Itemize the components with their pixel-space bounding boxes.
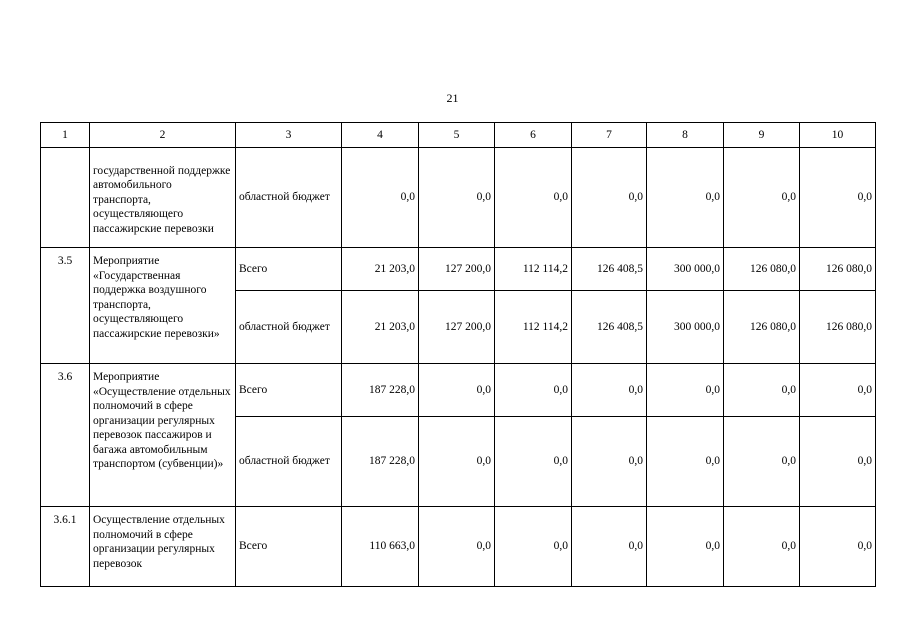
header-cell: 10	[800, 123, 876, 148]
value-cell: 0,0	[724, 417, 800, 507]
value-cell: 0,0	[419, 507, 495, 587]
value-cell: 126 080,0	[724, 248, 800, 291]
funding-source: областной бюджет	[236, 148, 342, 248]
funding-source: Всего	[236, 248, 342, 291]
value-cell: 0,0	[419, 417, 495, 507]
item-name: Мероприятие «Государственная поддержка воздушного транспорта, осуществляющего пассажирские перевозки»	[90, 248, 236, 364]
header-cell: 5	[419, 123, 495, 148]
item-code: 3.5	[41, 248, 90, 364]
value-cell: 300 000,0	[647, 291, 724, 364]
funding-source: Всего	[236, 507, 342, 587]
value-cell: 0,0	[572, 417, 647, 507]
value-cell: 0,0	[800, 507, 876, 587]
item-code: 3.6	[41, 364, 90, 507]
item-name: Мероприятие «Осуществление отдельных полномочий в сфере организации регулярных перевозок пассажиров и багажа автомобильным транспортом (субвенции)»	[90, 364, 236, 507]
value-cell: 0,0	[647, 417, 724, 507]
value-cell: 0,0	[800, 364, 876, 417]
funding-source: областной бюджет	[236, 417, 342, 507]
value-cell: 187 228,0	[342, 417, 419, 507]
value-cell: 0,0	[572, 364, 647, 417]
value-cell: 0,0	[495, 417, 572, 507]
value-cell: 21 203,0	[342, 291, 419, 364]
header-cell: 1	[41, 123, 90, 148]
item-code	[41, 148, 90, 248]
item-name: Осуществление отдельных полномочий в сфере организации регулярных перевозок	[90, 507, 236, 587]
value-cell: 126 408,5	[572, 248, 647, 291]
value-cell: 126 080,0	[724, 291, 800, 364]
table-row	[41, 148, 876, 248]
value-cell: 0,0	[419, 148, 495, 248]
header-cell: 8	[647, 123, 724, 148]
header-cell: 2	[90, 123, 236, 148]
value-cell: 126 080,0	[800, 248, 876, 291]
header-cell: 9	[724, 123, 800, 148]
value-cell: 0,0	[495, 148, 572, 248]
table-row	[41, 248, 876, 291]
funding-source: областной бюджет	[236, 291, 342, 364]
value-cell: 0,0	[724, 507, 800, 587]
value-cell: 0,0	[572, 148, 647, 248]
value-cell: 0,0	[419, 364, 495, 417]
value-cell: 0,0	[647, 364, 724, 417]
value-cell: 300 000,0	[647, 248, 724, 291]
value-cell: 0,0	[647, 507, 724, 587]
value-cell: 112 114,2	[495, 248, 572, 291]
value-cell: 0,0	[800, 148, 876, 248]
value-cell: 0,0	[724, 148, 800, 248]
value-cell: 0,0	[647, 148, 724, 248]
value-cell: 110 663,0	[342, 507, 419, 587]
value-cell: 112 114,2	[495, 291, 572, 364]
header-cell: 7	[572, 123, 647, 148]
value-cell: 127 200,0	[419, 291, 495, 364]
value-cell: 0,0	[724, 364, 800, 417]
budget-table	[40, 122, 876, 587]
page-number: 21	[446, 91, 459, 105]
header-cell: 4	[342, 123, 419, 148]
value-cell: 21 203,0	[342, 248, 419, 291]
value-cell: 187 228,0	[342, 364, 419, 417]
value-cell: 0,0	[572, 507, 647, 587]
table-row	[41, 364, 876, 417]
value-cell: 127 200,0	[419, 248, 495, 291]
item-code: 3.6.1	[41, 507, 90, 587]
header-cell: 3	[236, 123, 342, 148]
value-cell: 0,0	[342, 148, 419, 248]
item-name: государственной поддержке автомобильного транспорта, осуществляющего пассажирские перевозки	[90, 148, 236, 248]
value-cell: 126 408,5	[572, 291, 647, 364]
value-cell: 0,0	[800, 417, 876, 507]
value-cell: 126 080,0	[800, 291, 876, 364]
header-cell: 6	[495, 123, 572, 148]
table-row	[41, 507, 876, 587]
header-row	[41, 123, 876, 148]
value-cell: 0,0	[495, 507, 572, 587]
value-cell: 0,0	[495, 364, 572, 417]
funding-source: Всего	[236, 364, 342, 417]
